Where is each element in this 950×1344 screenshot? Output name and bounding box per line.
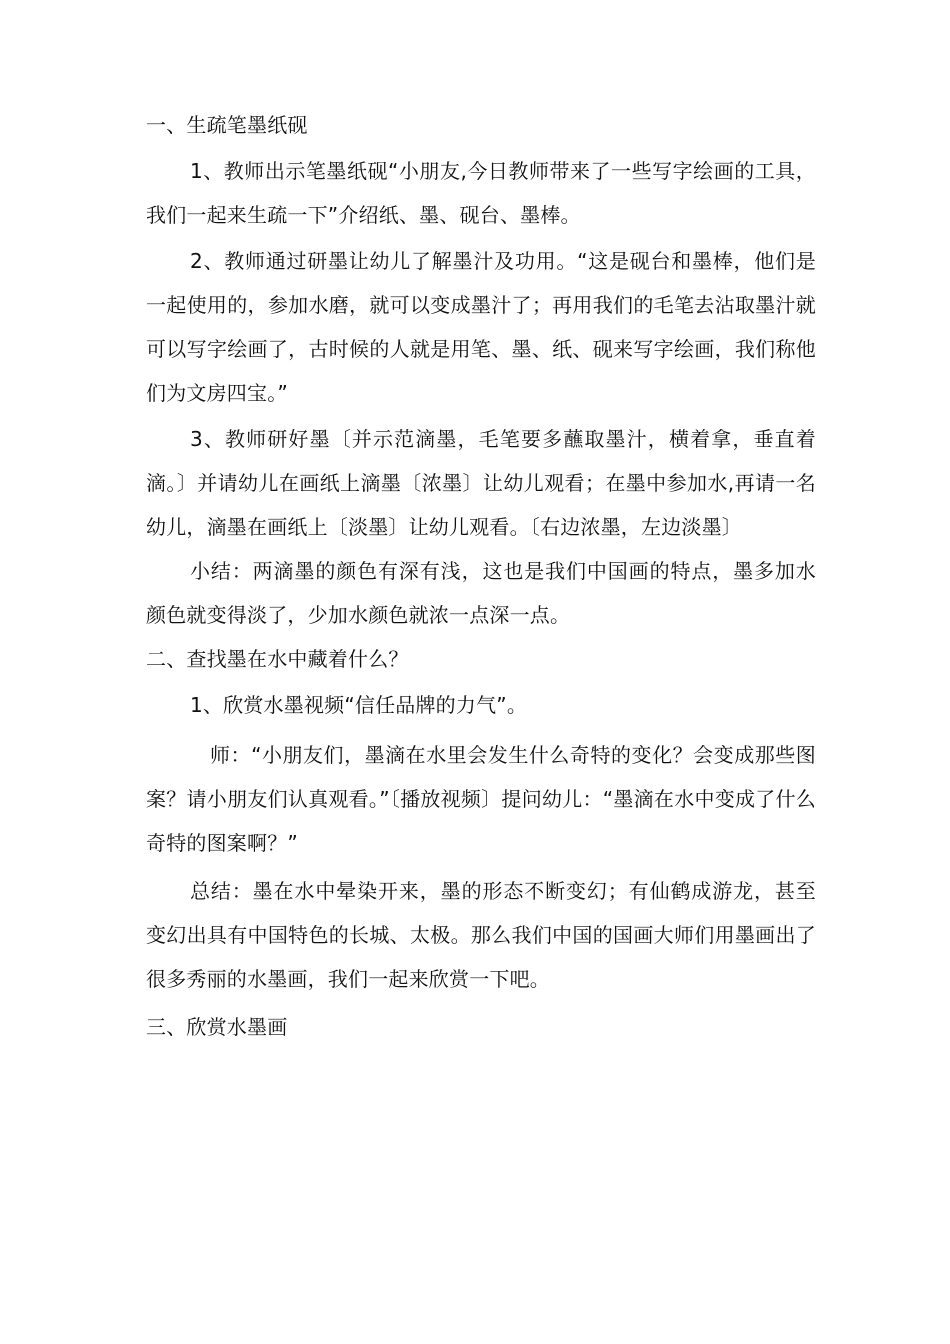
section-1-paragraph-3: 3、教师研好墨〔并示范滴墨，毛笔要多蘸取墨汁，横着拿，垂直着滴。〕并请幼儿在画纸上滴墨〔浓墨〕让幼儿观看；在墨中参加水,再请一名幼儿，滴墨在画纸上〔淡墨〕让幼儿观看。〔右边浓墨，左边淡墨〕 (146, 427, 816, 539)
section-2-summary: 总结：墨在水中晕染开来，墨的形态不断变幻；有仙鹤成游龙，甚至变幻出具有中国特色的长城、太极。那么我们中国的国画大师们用墨画出了很多秀丽的水墨画，我们一起来欣赏一下吧。 (146, 879, 816, 991)
section-1-paragraph-1: 1、教师出示笔墨纸砚“小朋友,今日教师带来了一些写字绘画的工具，我们一起来生疏一下”介绍纸、墨、砚台、墨棒。 (146, 159, 816, 227)
section-3-heading: 三、欣赏水墨画 (146, 1015, 288, 1039)
document-body (146, 103, 816, 1049)
section-1-heading: 一、生疏笔墨纸砚 (146, 113, 308, 137)
section-1-paragraph-2: 2、教师通过研墨让幼儿了解墨汁及功用。“这是砚台和墨棒，他们是一起使用的，参加水磨，就可以变成墨汁了；再用我们的毛笔去沾取墨汁就可以写字绘画了，古时候的人就是用笔、墨、纸、砚来写字绘画，我们称他们为文房四宝。” (146, 249, 816, 405)
section-2-teacher-paragraph: 师：“小朋友们，墨滴在水里会发生什么奇特的变化？会变成那些图案？请小朋友们认真观看。”〔播放视频〕提问幼儿：“墨滴在水中变成了什么奇特的图案啊？” (146, 743, 816, 855)
section-2-heading: 二、查找墨在水中藏着什么？ (146, 647, 409, 671)
section-1-summary: 小结：两滴墨的颜色有深有浅，这也是我们中国画的特点，墨多加水颜色就变得淡了，少加水颜色就浓一点深一点。 (146, 559, 816, 627)
section-2-paragraph-1: 1、欣赏水墨视频“信任品牌的力气”。 (190, 693, 528, 717)
